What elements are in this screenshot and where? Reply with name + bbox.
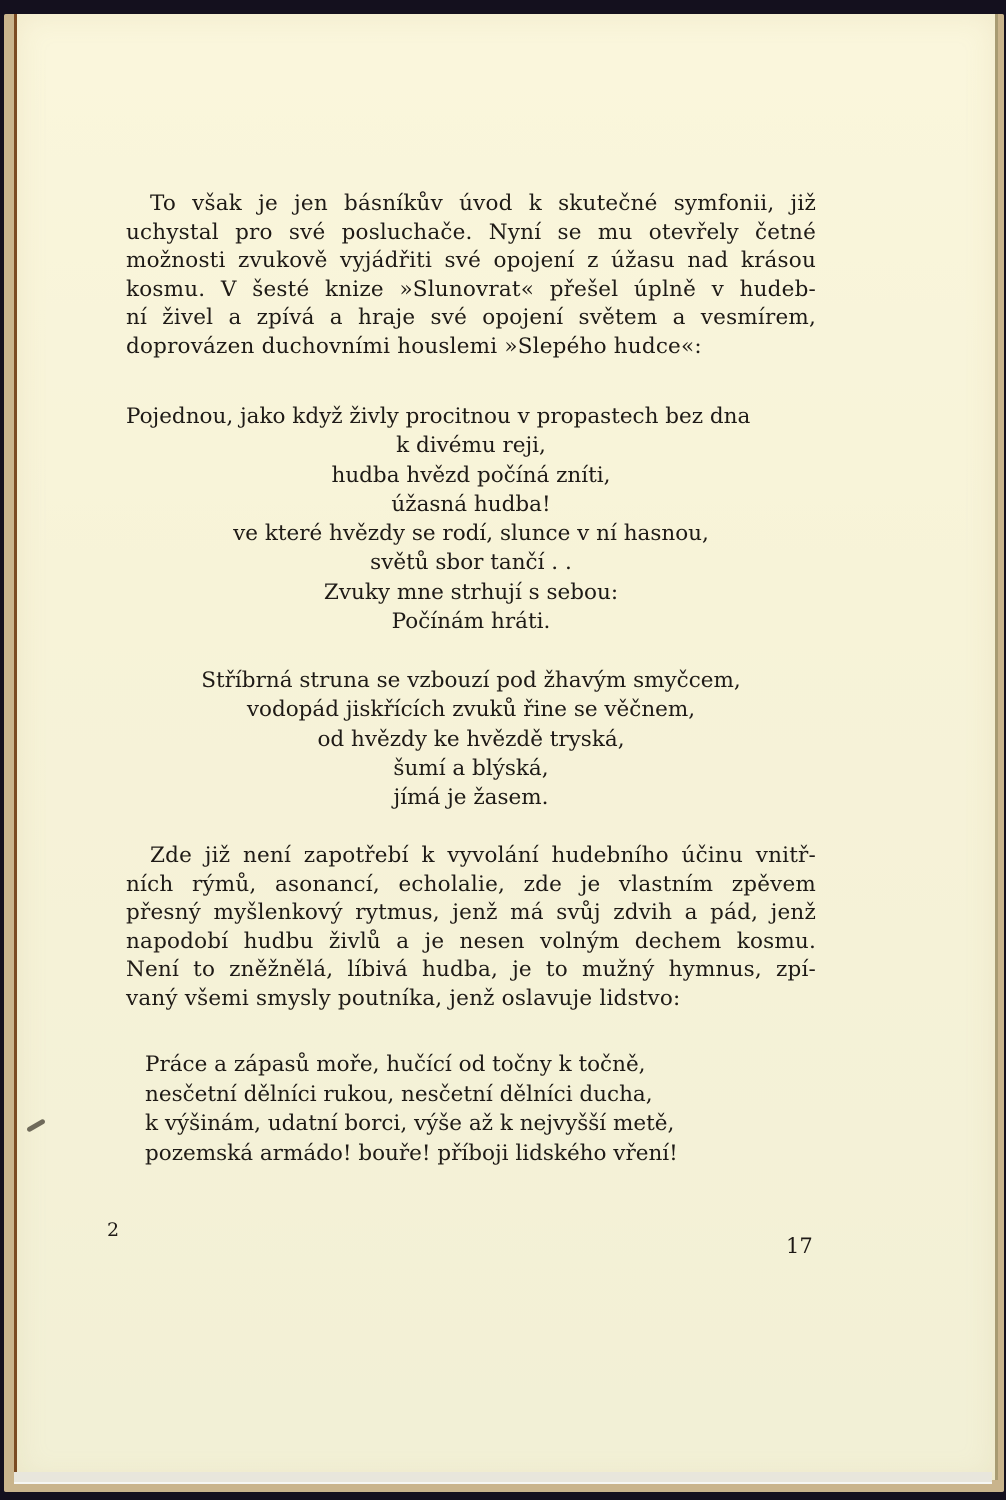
- verse-line: jímá je žasem.: [393, 785, 549, 811]
- text-line: uchystal pro své posluchače. Nyní se mu otevřely četné: [126, 219, 816, 245]
- verse-line: hudba hvězd počíná zníti,: [331, 462, 611, 488]
- verse-line: světů sbor tančí . .: [370, 550, 572, 576]
- verse-line: Zvuky mne strhují s sebou:: [323, 579, 619, 605]
- text-line: kosmu. V šesté knize »Slunovrat« přešel úplně v hudeb-: [126, 276, 816, 302]
- text-line: napodobí hudbu živlů a je nesen volným dechem kosmu.: [126, 928, 816, 954]
- verse-line: k výšinám, udatní borci, výše až k nejvyšší metě,: [145, 1111, 675, 1137]
- verse-line: Počínám hráti.: [391, 609, 551, 635]
- text-line: přesný myšlenkový rytmus, jenž má svůj zdvih a pád, jenž: [126, 900, 816, 926]
- verse-block-2: [126, 666, 816, 812]
- verse-line: nesčetní dělníci rukou, nesčetní dělníci ducha,: [145, 1081, 653, 1107]
- page-number: 17: [786, 1234, 813, 1258]
- verse-line: Stříbrná struna se vzbouzí pod žhavým smyčcem,: [201, 668, 741, 693]
- paragraph-2: [126, 842, 816, 1014]
- verse-line: ve které hvězdy se rodí, slunce v ní hasnou,: [233, 521, 709, 547]
- page-bottom-edge: [14, 1472, 992, 1484]
- verse-line: Pojednou, jako když živly procitnou v propastech bez dna: [126, 404, 751, 429]
- verse-line: k divému reji,: [396, 433, 546, 459]
- verse-line: od hvězdy ke hvězdě tryská,: [317, 726, 625, 752]
- signature-mark: 2: [107, 1219, 120, 1241]
- verse-block-1: [126, 402, 816, 636]
- verse-line: vodopád jiskřících zvuků řine se věčnem,: [246, 697, 696, 723]
- text-line: ní živel a zpívá a hraje své opojení světem a vesmírem,: [126, 305, 816, 331]
- text-line: To však je jen básníkův úvod k skutečné symfonii, již: [150, 191, 816, 216]
- paragraph-1: [126, 190, 816, 362]
- text-line: Není to zněžnělá, líbivá hudba, je to mužný hymnus, zpí-: [126, 957, 816, 983]
- verse-line: pozemská armádo! bouře! příboji lidského vření!: [145, 1140, 678, 1166]
- verse-line: šumí a blýská,: [393, 755, 549, 781]
- text-line: Zde již není zapotřebí k vyvolání hudebního účinu vnitř-: [150, 843, 816, 868]
- verse-line: Práce a zápasů moře, hučící od točny k točně,: [145, 1052, 646, 1077]
- text-line: doprovázen duchovními houslemi »Slepého hudce«:: [126, 333, 702, 359]
- verse-block-3: [145, 1050, 785, 1168]
- text-line: ních rýmů, asonancí, echolalie, zde je vlastním zpěvem: [126, 871, 816, 897]
- verse-line: úžasná hudba!: [391, 491, 551, 517]
- text-line: možnosti zvukově vyjádřiti své opojení z úžasu nad krásou: [126, 248, 816, 274]
- text-line: vaný všemi smysly poutníka, jenž oslavuje lidstvo:: [126, 985, 681, 1011]
